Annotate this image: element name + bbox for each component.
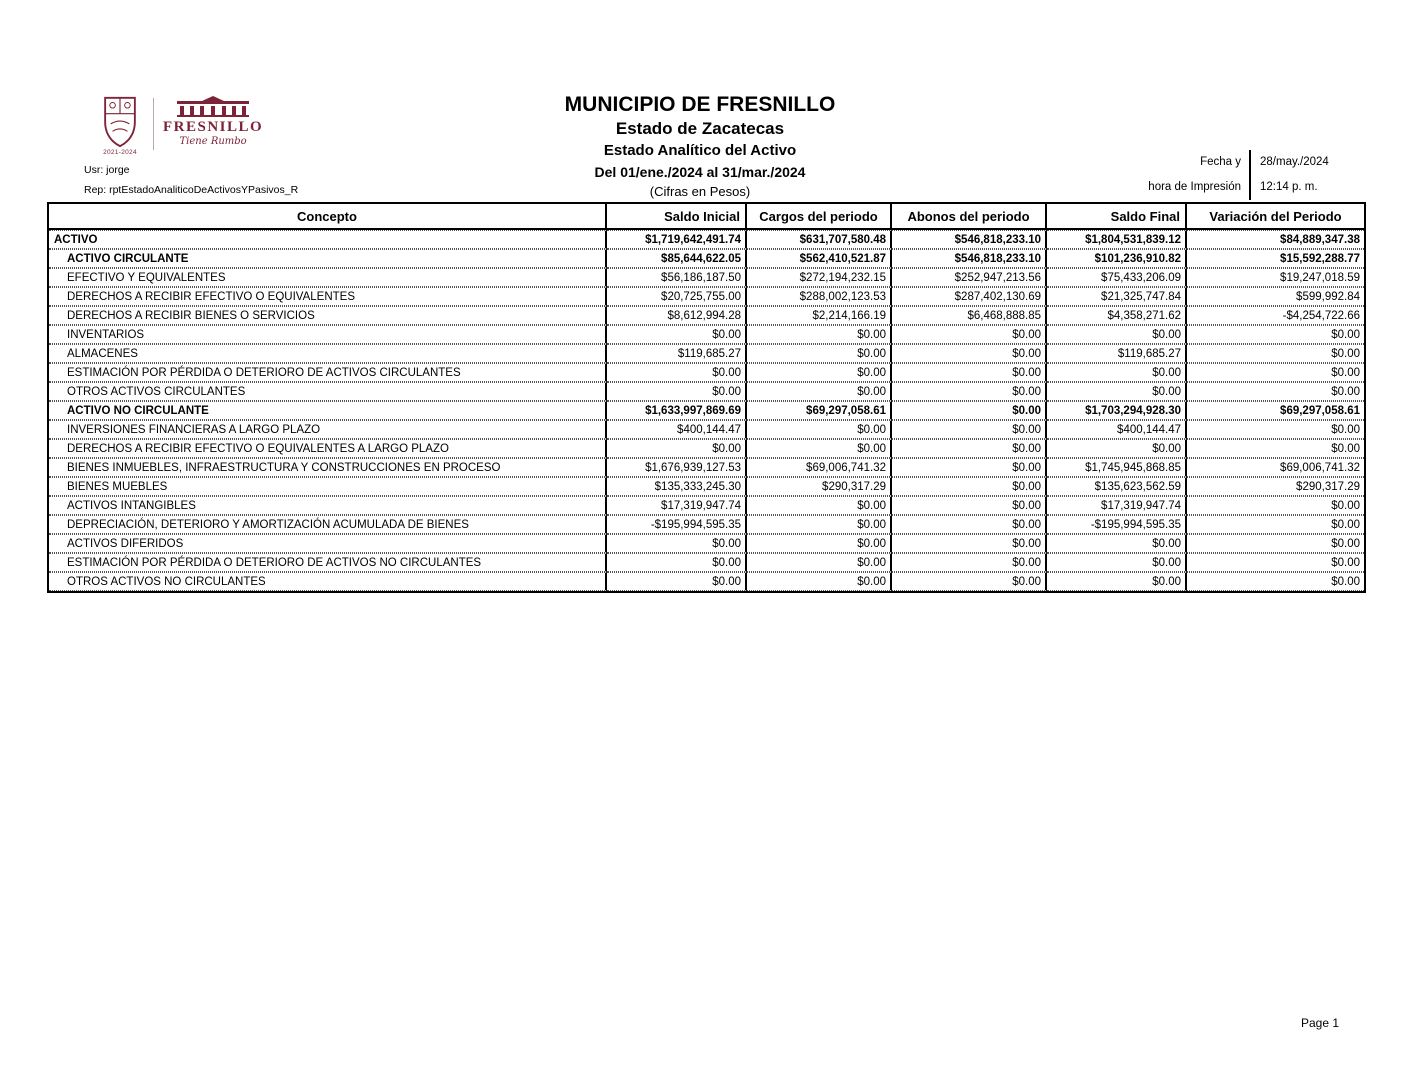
seal-years-label: 2021-2024: [103, 149, 137, 156]
value-cell: $1,703,294,928.30: [1047, 401, 1187, 420]
page-title: MUNICIPIO DE FRESNILLO: [564, 93, 836, 116]
concept-cell: ACTIVOS INTANGIBLES: [49, 496, 607, 515]
value-cell: $135,623,562.59: [1047, 477, 1187, 496]
table-row: [49, 363, 1364, 382]
value-cell: $0.00: [1187, 439, 1364, 458]
value-cell: $287,402,130.69: [892, 287, 1047, 306]
value-cell: $272,194,232.15: [747, 268, 892, 287]
concept-cell: ALMACENES: [49, 344, 607, 363]
value-cell: $0.00: [1187, 572, 1364, 591]
value-cell: $0.00: [607, 325, 747, 344]
value-cell: $0.00: [607, 572, 747, 591]
table-row: [49, 287, 1364, 306]
value-cell: $19,247,018.59: [1187, 268, 1364, 287]
value-cell: $0.00: [747, 515, 892, 534]
concept-cell: BIENES MUEBLES: [49, 477, 607, 496]
value-cell: $631,707,580.48: [747, 230, 892, 249]
report-name: Estado Analítico del Activo: [603, 142, 797, 159]
table-row: [49, 401, 1364, 420]
value-cell: $0.00: [1047, 363, 1187, 382]
value-cell: $0.00: [1187, 382, 1364, 401]
value-cell: $1,676,939,127.53: [607, 458, 747, 477]
concept-cell: ACTIVO: [49, 230, 607, 249]
table-row: [49, 249, 1364, 268]
value-cell: $599,992.84: [1187, 287, 1364, 306]
table-row: [49, 477, 1364, 496]
brand-name: FRESNILLO: [163, 119, 264, 135]
value-cell: $0.00: [1047, 382, 1187, 401]
value-cell: $2,214,166.19: [747, 306, 892, 325]
value-cell: $288,002,123.53: [747, 287, 892, 306]
concept-cell: ACTIVO NO CIRCULANTE: [49, 401, 607, 420]
value-cell: $17,319,947.74: [1047, 496, 1187, 515]
value-cell: $0.00: [1187, 363, 1364, 382]
value-cell: $1,745,945,868.85: [1047, 458, 1187, 477]
value-cell: $0.00: [747, 439, 892, 458]
value-cell: $0.00: [892, 515, 1047, 534]
value-cell: $0.00: [1187, 325, 1364, 344]
concept-cell: ACTIVOS DIFERIDOS: [49, 534, 607, 553]
value-cell: $546,818,233.10: [892, 230, 1047, 249]
concept-cell: INVERSIONES FINANCIERAS A LARGO PLAZO: [49, 420, 607, 439]
value-cell: $0.00: [1187, 534, 1364, 553]
concept-cell: DERECHOS A RECIBIR BIENES O SERVICIOS: [49, 306, 607, 325]
state-subtitle: Estado de Zacatecas: [615, 119, 785, 138]
concept-cell: INVENTARIOS: [49, 325, 607, 344]
value-cell: $0.00: [747, 363, 892, 382]
brand-slogan: Tiene Rumbo: [179, 136, 247, 147]
value-cell: $290,317.29: [1187, 477, 1364, 496]
print-date-value: 28/may./2024: [1260, 156, 1329, 168]
value-cell: -$4,254,722.66: [1187, 306, 1364, 325]
value-cell: $400,144.47: [607, 420, 747, 439]
value-cell: $0.00: [1047, 439, 1187, 458]
value-cell: $0.00: [1047, 572, 1187, 591]
asset-statement-table: [47, 202, 1366, 593]
table-row: [49, 515, 1364, 534]
report-meta: [84, 160, 298, 200]
value-cell: $15,592,288.77: [1187, 249, 1364, 268]
column-header: Cargos del periodo: [747, 204, 892, 230]
value-cell: $0.00: [892, 420, 1047, 439]
value-cell: $0.00: [892, 477, 1047, 496]
value-cell: $8,612,994.28: [607, 306, 747, 325]
print-time-value: 12:14 p. m.: [1260, 181, 1318, 193]
value-cell: $101,236,910.82: [1047, 249, 1187, 268]
value-cell: $21,325,747.84: [1047, 287, 1187, 306]
value-cell: $0.00: [892, 382, 1047, 401]
report-id-label: Rep: rptEstadoAnaliticoDeActivosYPasivos_R: [84, 184, 299, 196]
value-cell: $0.00: [892, 553, 1047, 572]
table-header: [49, 204, 1364, 230]
table-row: [49, 268, 1364, 287]
table-row: [49, 553, 1364, 572]
concept-cell: ESTIMACIÓN POR PÉRDIDA O DETERIORO DE ACTIVOS NO CIRCULANTES: [49, 553, 607, 572]
print-info: [1148, 150, 1346, 200]
report-period: Del 01/ene./2024 al 31/mar./2024: [594, 164, 806, 180]
value-cell: $0.00: [1047, 325, 1187, 344]
value-cell: $0.00: [747, 572, 892, 591]
value-cell: $85,644,622.05: [607, 249, 747, 268]
table-row: [49, 306, 1364, 325]
table-header-row: [49, 204, 1364, 230]
currency-units-note: (Cifras en Pesos): [649, 184, 751, 199]
concept-cell: OTROS ACTIVOS NO CIRCULANTES: [49, 572, 607, 591]
value-cell: $1,804,531,839.12: [1047, 230, 1187, 249]
value-cell: $1,633,997,869.69: [607, 401, 747, 420]
print-date-label: Fecha y: [1200, 156, 1241, 168]
value-cell: $0.00: [607, 553, 747, 572]
concept-cell: EFECTIVO Y EQUIVALENTES: [49, 268, 607, 287]
value-cell: $0.00: [1187, 496, 1364, 515]
value-cell: $0.00: [892, 458, 1047, 477]
value-cell: $0.00: [892, 534, 1047, 553]
value-cell: $69,297,058.61: [747, 401, 892, 420]
value-cell: $69,006,741.32: [1187, 458, 1364, 477]
value-cell: $0.00: [1187, 553, 1364, 572]
page-number: Page 1: [1301, 1016, 1340, 1030]
column-header: Saldo Final: [1047, 204, 1187, 230]
value-cell: $0.00: [747, 325, 892, 344]
value-cell: $252,947,213.56: [892, 268, 1047, 287]
value-cell: $56,186,187.50: [607, 268, 747, 287]
value-cell: $0.00: [892, 572, 1047, 591]
user-label: Usr: jorge: [84, 164, 130, 176]
concept-cell: DERECHOS A RECIBIR EFECTIVO O EQUIVALENTES A LARGO PLAZO: [49, 439, 607, 458]
column-header: Saldo Inicial: [607, 204, 747, 230]
value-cell: $0.00: [747, 496, 892, 515]
value-cell: $0.00: [892, 363, 1047, 382]
value-cell: $0.00: [892, 496, 1047, 515]
concept-cell: DERECHOS A RECIBIR EFECTIVO O EQUIVALENTES: [49, 287, 607, 306]
value-cell: $0.00: [892, 325, 1047, 344]
concept-cell: ESTIMACIÓN POR PÉRDIDA O DETERIORO DE ACTIVOS CIRCULANTES: [49, 363, 607, 382]
print-time-label: hora de Impresión: [1148, 181, 1241, 193]
table-row: [49, 534, 1364, 553]
value-cell: -$195,994,595.35: [1047, 515, 1187, 534]
value-cell: $0.00: [607, 382, 747, 401]
value-cell: $84,889,347.38: [1187, 230, 1364, 249]
value-cell: $0.00: [892, 401, 1047, 420]
table-row: [49, 382, 1364, 401]
table-row: [49, 420, 1364, 439]
value-cell: $0.00: [747, 344, 892, 363]
value-cell: $75,433,206.09: [1047, 268, 1187, 287]
concept-cell: OTROS ACTIVOS CIRCULANTES: [49, 382, 607, 401]
value-cell: $0.00: [892, 439, 1047, 458]
table-row: [49, 230, 1364, 249]
table-row: [49, 496, 1364, 515]
value-cell: $0.00: [1187, 515, 1364, 534]
value-cell: $0.00: [892, 344, 1047, 363]
print-info-labels: [1148, 150, 1249, 200]
value-cell: $0.00: [747, 382, 892, 401]
concept-cell: ACTIVO CIRCULANTE: [49, 249, 607, 268]
value-cell: $119,685.27: [1047, 344, 1187, 363]
value-cell: $0.00: [607, 363, 747, 382]
value-cell: -$195,994,595.35: [607, 515, 747, 534]
value-cell: $0.00: [1047, 553, 1187, 572]
table-body: [49, 230, 1364, 591]
value-cell: $400,144.47: [1047, 420, 1187, 439]
value-cell: $0.00: [1187, 420, 1364, 439]
value-cell: $135,333,245.30: [607, 477, 747, 496]
value-cell: $546,818,233.10: [892, 249, 1047, 268]
value-cell: $6,468,888.85: [892, 306, 1047, 325]
table-row: [49, 572, 1364, 591]
column-header: Concepto: [49, 204, 607, 230]
table-row: [49, 325, 1364, 344]
value-cell: $69,297,058.61: [1187, 401, 1364, 420]
value-cell: $4,358,271.62: [1047, 306, 1187, 325]
table-row: [49, 439, 1364, 458]
value-cell: $0.00: [747, 534, 892, 553]
value-cell: $290,317.29: [747, 477, 892, 496]
value-cell: $69,006,741.32: [747, 458, 892, 477]
value-cell: $0.00: [1047, 534, 1187, 553]
column-header: Abonos del periodo: [892, 204, 1047, 230]
value-cell: $17,319,947.74: [607, 496, 747, 515]
table-row: [49, 344, 1364, 363]
value-cell: $1,719,642,491.74: [607, 230, 747, 249]
value-cell: $0.00: [607, 534, 747, 553]
print-info-values: [1251, 150, 1346, 200]
column-header: Variación del Periodo: [1187, 204, 1364, 230]
table-row: [49, 458, 1364, 477]
value-cell: $562,410,521.87: [747, 249, 892, 268]
value-cell: $119,685.27: [607, 344, 747, 363]
value-cell: $20,725,755.00: [607, 287, 747, 306]
concept-cell: DEPRECIACIÓN, DETERIORO Y AMORTIZACIÓN ACUMULADA DE BIENES: [49, 515, 607, 534]
value-cell: $0.00: [1187, 344, 1364, 363]
concept-cell: BIENES INMUEBLES, INFRAESTRUCTURA Y CONSTRUCCIONES EN PROCESO: [49, 458, 607, 477]
value-cell: $0.00: [607, 439, 747, 458]
value-cell: $0.00: [747, 420, 892, 439]
value-cell: $0.00: [747, 553, 892, 572]
